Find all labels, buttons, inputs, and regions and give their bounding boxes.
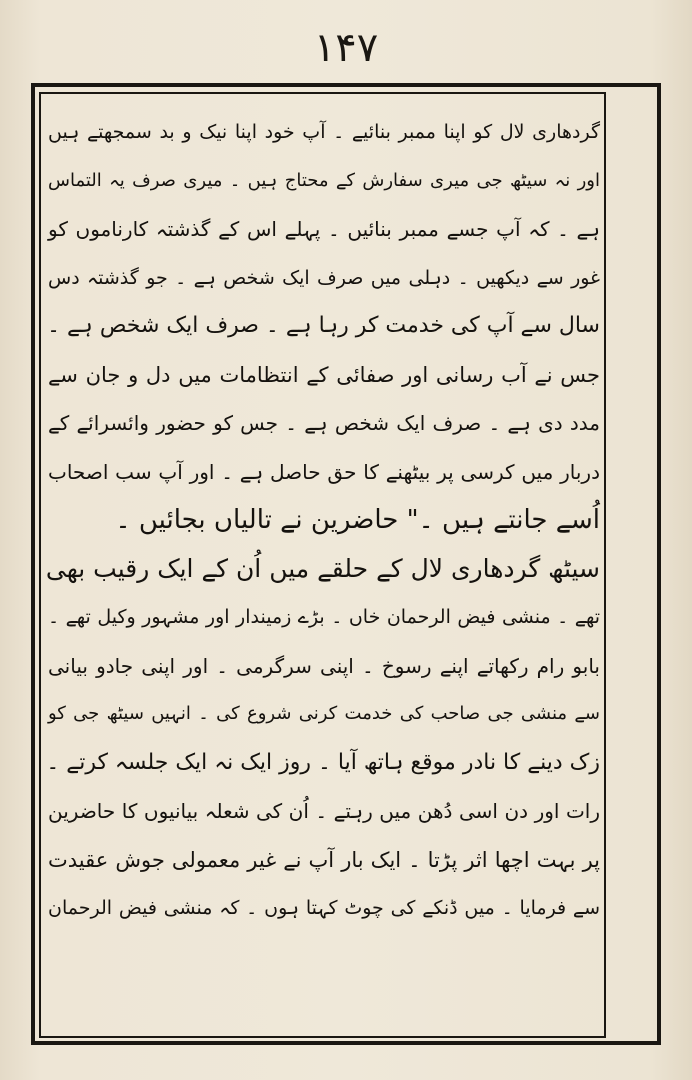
text-line: پر بہت اچھا اثر پڑتا ۔ ایک بار آپ نے غیر معمولی جوش عقیدت (48, 847, 600, 872)
text-line: دربار میں کرسی پر بیٹھنے کا حق حاصل ہے ۔ اور آپ سب اصحاب (48, 459, 600, 484)
text-line: اور نہ سیٹھ جی میری سفارش کے محتاج ہیں ۔ میری صرف یہ التماس (48, 169, 600, 191)
text-line: جس نے آب رسانی اور صفائی کے انتظامات میں دل و جان سے (48, 362, 600, 387)
text-line: سال سے آپ کی خدمت کر رہا ہے ۔ صرف ایک شخص ہے ۔ (47, 313, 600, 338)
text-line: سے منشی جی صاحب کی خدمت کرنی شروع کی ۔ انہیں سیٹھ جی کو (48, 703, 600, 724)
page-number: ۱۴۷ (313, 25, 379, 71)
text-line: تھے ۔ منشی فیض الرحمان خاں ۔ بڑے زمیندار اور مشہور وکیل تھے ۔ (48, 606, 600, 628)
text-line: گردھاری لال کو اپنا ممبر بنائیے ۔ آپ خود اپنا نیک و بد سمجھتے ہیں (48, 121, 600, 143)
text-line: اُسے جانتے ہیں ۔" حاضرین نے تالیاں بجائیں ۔ (115, 505, 600, 535)
text-line: رات اور دن اسی دُھن میں رہتے ۔ اُن کی شعلہ بیانیوں کا حاضرین (48, 799, 600, 823)
text-line: سیٹھ گردھاری لال کے حلقے میں اُن کے ایک رقیب بھی (45, 553, 600, 583)
text-line: سے فرمایا ۔ میں ڈنکے کی چوٹ کہتا ہوں ۔ کہ منشی فیض الرحمان (48, 897, 600, 919)
text-line: غور سے دیکھیں ۔ دہلی میں صرف ایک شخص ہے ۔ جو گذشتہ دس (48, 266, 600, 289)
text-line: مدد دی ہے ۔ صرف ایک شخص ہے ۔ جس کو حضور وائسرائے کے (48, 411, 600, 435)
text-line: زک دینے کا نادر موقع ہاتھ آیا ۔ روز ایک نہ ایک جلسہ کرتے ۔ (46, 749, 600, 775)
body-text (44, 108, 604, 1033)
text-line: ہے ۔ کہ آپ جسے ممبر بنائیں ۔ پہلے اس کے گذشتہ کارناموں کو (48, 217, 600, 241)
text-line: بابو رام رکھاتے اپنے رسوخ ۔ اپنی سرگرمی ۔ اور اپنی جادو بیانی (48, 653, 600, 678)
